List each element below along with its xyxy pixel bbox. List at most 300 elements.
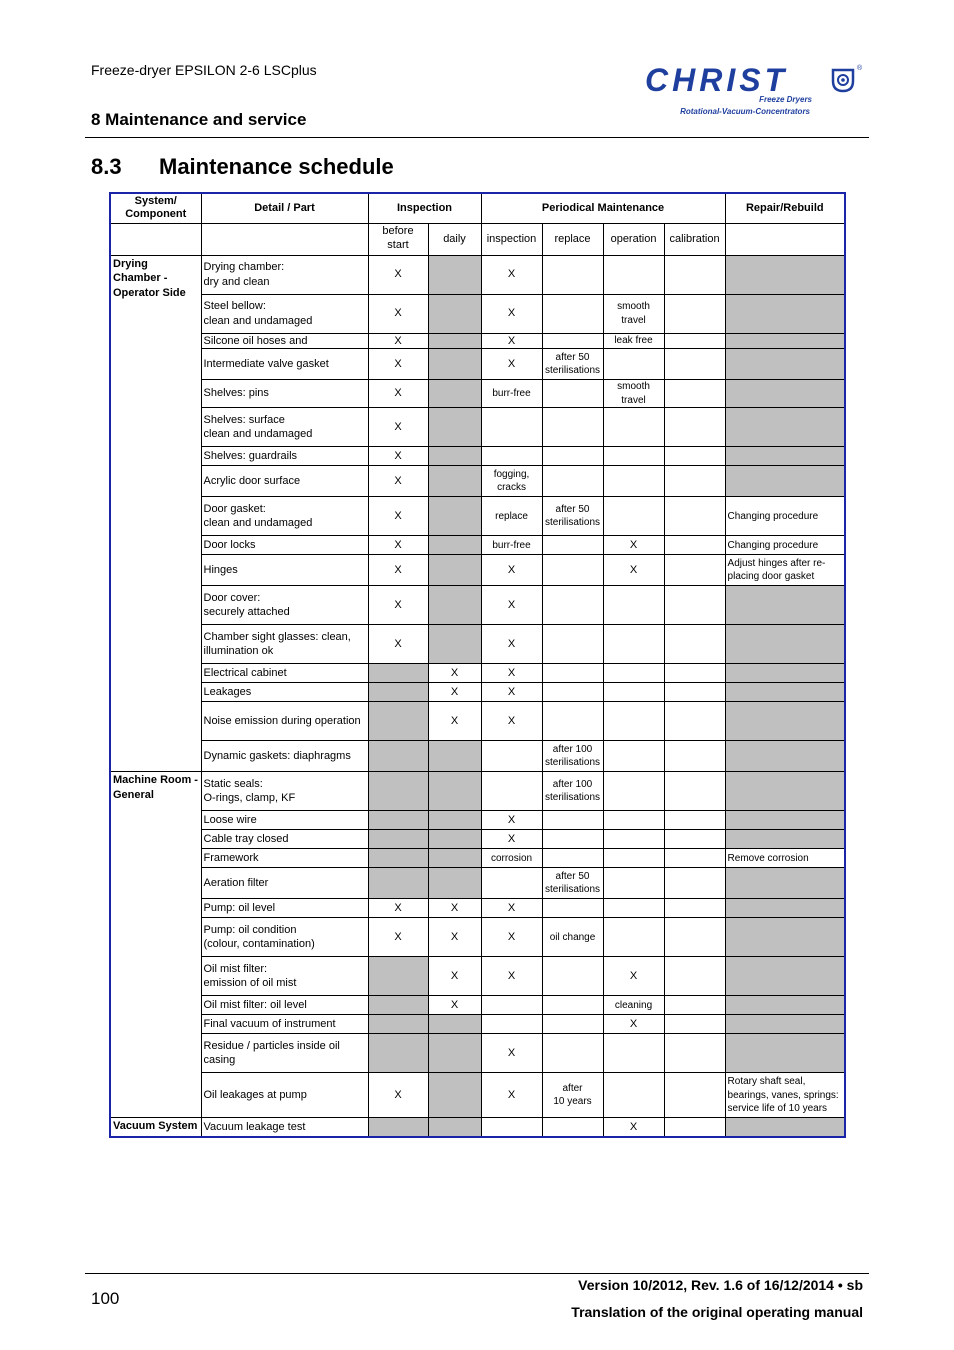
part-name xyxy=(201,294,368,333)
calibration-cell xyxy=(664,555,725,586)
calibration-cell xyxy=(664,1015,725,1034)
part-name-line: Electrical cabinet xyxy=(203,666,287,679)
part-name xyxy=(201,555,368,586)
operation-cell: X xyxy=(603,957,664,996)
before-start-cell: X xyxy=(368,899,428,918)
before-start-cell: X xyxy=(368,255,428,294)
daily-cell xyxy=(428,555,481,586)
daily-cell xyxy=(428,294,481,333)
replace-cell xyxy=(542,830,603,849)
before-start-cell xyxy=(368,1118,428,1137)
repair-cell xyxy=(725,702,845,741)
maintenance-schedule-table xyxy=(109,192,846,1138)
part-name xyxy=(201,408,368,447)
operation-cell xyxy=(603,683,664,702)
part-name xyxy=(201,772,368,811)
subheader-empty xyxy=(725,223,845,255)
repair-cell xyxy=(725,255,845,294)
replace-cell xyxy=(542,1015,603,1034)
replace-cell xyxy=(542,1073,603,1118)
operation-cell xyxy=(603,741,664,772)
table-row xyxy=(110,497,845,536)
repair-cell xyxy=(725,683,845,702)
inspection-cell: X xyxy=(481,1073,542,1118)
calibration-cell xyxy=(664,447,725,466)
calibration-cell xyxy=(664,380,725,408)
repair-cell xyxy=(725,536,845,555)
calibration-cell xyxy=(664,899,725,918)
inspection-cell: X xyxy=(481,586,542,625)
table-row xyxy=(110,447,845,466)
part-name xyxy=(201,868,368,899)
subheader-calibration: calibration xyxy=(664,223,725,255)
part-name xyxy=(201,1034,368,1073)
repair-cell-line: service life of 10 years xyxy=(727,1103,828,1115)
inspection-cell xyxy=(481,741,542,772)
daily-cell xyxy=(428,868,481,899)
before-start-cell: X xyxy=(368,1073,428,1118)
replace-cell-line: after 50 xyxy=(555,503,590,515)
section-title-text: Maintenance schedule xyxy=(159,154,394,179)
part-name-line: Drying chamber: xyxy=(203,260,285,273)
system-label: Vacuum System xyxy=(110,1118,201,1137)
repair-cell-line: bearings, vanes, springs: xyxy=(727,1089,839,1101)
operation-cell: cleaning xyxy=(603,996,664,1015)
daily-cell xyxy=(428,830,481,849)
before-start-cell: X xyxy=(368,466,428,497)
replace-cell xyxy=(542,664,603,683)
repair-cell-line: Changing procedure xyxy=(727,539,819,551)
part-name-line: Residue / particles inside oil xyxy=(203,1039,340,1052)
calibration-cell xyxy=(664,830,725,849)
operation-cell xyxy=(603,586,664,625)
replace-cell-line: after 50 xyxy=(555,870,590,882)
part-name-line: Intermediate valve gasket xyxy=(203,357,329,370)
inspection-cell-line: fogging, xyxy=(493,468,530,480)
repair-cell-line: Changing procedure xyxy=(727,510,819,522)
part-name-line: Static seals: xyxy=(203,777,263,790)
table-row xyxy=(110,586,845,625)
part-name xyxy=(201,466,368,497)
replace-cell-line: 10 years xyxy=(553,1096,592,1108)
calibration-cell xyxy=(664,849,725,868)
inspection-cell: X xyxy=(481,349,542,380)
repair-cell xyxy=(725,1073,845,1118)
part-name-line: Leakages xyxy=(203,685,252,698)
part-name-line: securely attached xyxy=(203,606,290,619)
repair-cell-line: Rotary shaft seal, xyxy=(727,1076,806,1088)
replace-cell xyxy=(542,683,603,702)
daily-cell xyxy=(428,586,481,625)
logo-wordmark: CHRIST xyxy=(645,62,789,98)
calibration-cell xyxy=(664,294,725,333)
replace-cell-line: sterilisations xyxy=(545,792,601,804)
table-subheader-row xyxy=(110,223,845,255)
part-name xyxy=(201,255,368,294)
daily-cell: X xyxy=(428,702,481,741)
calibration-cell xyxy=(664,772,725,811)
table-row xyxy=(110,957,845,996)
subheader-before-start: before start xyxy=(368,223,428,255)
operation-cell xyxy=(603,1034,664,1073)
calibration-cell xyxy=(664,811,725,830)
daily-cell xyxy=(428,1073,481,1118)
replace-cell xyxy=(542,741,603,772)
before-start-cell: X xyxy=(368,333,428,349)
daily-cell: X xyxy=(428,664,481,683)
part-name xyxy=(201,918,368,957)
before-start-cell: X xyxy=(368,380,428,408)
daily-cell xyxy=(428,349,481,380)
repair-cell xyxy=(725,849,845,868)
operation-cell xyxy=(603,868,664,899)
table-row xyxy=(110,1034,845,1073)
table-row xyxy=(110,333,845,349)
replace-cell xyxy=(542,899,603,918)
repair-cell xyxy=(725,868,845,899)
daily-cell: X xyxy=(428,996,481,1015)
calibration-cell xyxy=(664,625,725,664)
repair-cell xyxy=(725,625,845,664)
operation-cell xyxy=(603,497,664,536)
repair-cell xyxy=(725,555,845,586)
operation-cell: X xyxy=(603,536,664,555)
table-row xyxy=(110,741,845,772)
repair-cell xyxy=(725,1118,845,1137)
replace-cell xyxy=(542,255,603,294)
part-name xyxy=(201,536,368,555)
part-name-line: Noise emission during operation xyxy=(203,714,361,727)
replace-cell-line: sterilisations xyxy=(545,517,601,529)
logo-swirl-icon xyxy=(830,67,856,93)
daily-cell xyxy=(428,255,481,294)
daily-cell: X xyxy=(428,918,481,957)
replace-cell-line: after xyxy=(562,1082,583,1094)
calibration-cell xyxy=(664,1118,725,1137)
inspection-cell: X xyxy=(481,899,542,918)
daily-cell: X xyxy=(428,957,481,996)
replace-cell xyxy=(542,811,603,830)
before-start-cell xyxy=(368,811,428,830)
inspection-cell: burr-free xyxy=(481,536,542,555)
before-start-cell: X xyxy=(368,294,428,333)
part-name xyxy=(201,586,368,625)
inspection-cell: burr-free xyxy=(481,380,542,408)
part-name xyxy=(201,625,368,664)
before-start-cell xyxy=(368,957,428,996)
part-name-line: Pump: oil condition xyxy=(203,923,297,936)
repair-cell xyxy=(725,1015,845,1034)
system-label: Drying Chamber - Operator Side xyxy=(110,255,201,772)
repair-cell xyxy=(725,1034,845,1073)
part-name xyxy=(201,996,368,1015)
daily-cell xyxy=(428,380,481,408)
replace-cell xyxy=(542,294,603,333)
daily-cell: X xyxy=(428,683,481,702)
repair-cell xyxy=(725,957,845,996)
inspection-cell: corrosion xyxy=(481,849,542,868)
replace-cell xyxy=(542,918,603,957)
operation-cell: X xyxy=(603,1118,664,1137)
operation-cell xyxy=(603,625,664,664)
repair-cell xyxy=(725,466,845,497)
before-start-cell xyxy=(368,1034,428,1073)
calibration-cell xyxy=(664,683,725,702)
header-divider xyxy=(85,137,869,138)
part-name-line: Chamber sight glasses: clean, xyxy=(203,630,351,643)
table-header-row xyxy=(110,193,845,223)
replace-cell xyxy=(542,1034,603,1073)
table-row xyxy=(110,466,845,497)
header-periodical: Periodical Maintenance xyxy=(481,193,725,223)
table-row xyxy=(110,664,845,683)
part-name xyxy=(201,497,368,536)
calibration-cell xyxy=(664,957,725,996)
repair-cell xyxy=(725,447,845,466)
table-row xyxy=(110,918,845,957)
table-row xyxy=(110,996,845,1015)
part-name-line: casing xyxy=(203,1054,236,1067)
part-name-line: Framework xyxy=(203,851,259,864)
operation-cell: smooth travel xyxy=(603,380,664,408)
part-name-line: O-rings, clamp, KF xyxy=(203,792,296,805)
table-row xyxy=(110,349,845,380)
replace-cell xyxy=(542,447,603,466)
before-start-cell xyxy=(368,868,428,899)
operation-cell xyxy=(603,447,664,466)
part-name-line: Hinges xyxy=(203,563,238,576)
repair-cell-line: Remove corrosion xyxy=(727,852,809,864)
repair-cell-line: placing door gasket xyxy=(727,571,815,583)
table-row xyxy=(110,255,845,294)
daily-cell xyxy=(428,497,481,536)
table-row xyxy=(110,1118,845,1137)
inspection-cell: X xyxy=(481,664,542,683)
subheader-inspection: inspection xyxy=(481,223,542,255)
part-name xyxy=(201,1015,368,1034)
part-name-line: Door locks xyxy=(203,538,256,551)
replace-cell-line: sterilisations xyxy=(545,884,601,896)
inspection-cell: X xyxy=(481,333,542,349)
table-row xyxy=(110,1073,845,1118)
inspection-cell xyxy=(481,447,542,466)
calibration-cell xyxy=(664,333,725,349)
inspection-cell xyxy=(481,1118,542,1137)
before-start-cell xyxy=(368,741,428,772)
operation-cell xyxy=(603,918,664,957)
subheader-replace: replace xyxy=(542,223,603,255)
repair-cell xyxy=(725,996,845,1015)
table-row xyxy=(110,849,845,868)
daily-cell xyxy=(428,1034,481,1073)
replace-cell-line: after 50 xyxy=(555,351,590,363)
table-row xyxy=(110,536,845,555)
inspection-cell: X xyxy=(481,830,542,849)
part-name xyxy=(201,811,368,830)
replace-cell xyxy=(542,466,603,497)
table-row xyxy=(110,683,845,702)
repair-cell xyxy=(725,586,845,625)
before-start-cell: X xyxy=(368,625,428,664)
logo-tagline-rvc: Rotational-Vacuum-Concentrators xyxy=(680,107,810,116)
inspection-cell: X xyxy=(481,1034,542,1073)
calibration-cell xyxy=(664,497,725,536)
repair-cell xyxy=(725,918,845,957)
part-name-line: Shelves: guardrails xyxy=(203,449,298,462)
operation-cell xyxy=(603,1073,664,1118)
repair-cell xyxy=(725,408,845,447)
daily-cell: X xyxy=(428,899,481,918)
part-name xyxy=(201,1118,368,1137)
repair-cell xyxy=(725,380,845,408)
part-name-line: Aeration filter xyxy=(203,876,269,889)
daily-cell xyxy=(428,447,481,466)
part-name-line: illumination ok xyxy=(203,645,274,658)
footer-translation-note: Translation of the original operating manual xyxy=(571,1304,863,1320)
daily-cell xyxy=(428,741,481,772)
before-start-cell xyxy=(368,996,428,1015)
before-start-cell: X xyxy=(368,447,428,466)
header-inspection: Inspection xyxy=(368,193,481,223)
replace-cell xyxy=(542,497,603,536)
inspection-cell xyxy=(481,408,542,447)
before-start-cell: X xyxy=(368,349,428,380)
table-row xyxy=(110,830,845,849)
inspection-cell xyxy=(481,466,542,497)
part-name-line: Acrylic door surface xyxy=(203,474,301,487)
inspection-cell: X xyxy=(481,255,542,294)
table-row xyxy=(110,408,845,447)
before-start-cell: X xyxy=(368,497,428,536)
before-start-cell xyxy=(368,702,428,741)
footer-version: Version 10/2012, Rev. 1.6 of 16/12/2014 • sb xyxy=(578,1277,863,1293)
page-number: 100 xyxy=(91,1289,120,1308)
replace-cell xyxy=(542,849,603,868)
operation-cell: smooth travel xyxy=(603,294,664,333)
replace-cell-line: sterilisations xyxy=(545,757,601,769)
daily-cell xyxy=(428,536,481,555)
part-name xyxy=(201,957,368,996)
daily-cell xyxy=(428,811,481,830)
part-name xyxy=(201,849,368,868)
part-name-line: Steel bellow: xyxy=(203,299,266,312)
part-name-line: Pump: oil level xyxy=(203,901,276,914)
part-name-line: Oil mist filter: oil level xyxy=(203,998,307,1011)
repair-cell xyxy=(725,899,845,918)
part-name xyxy=(201,1073,368,1118)
replace-cell xyxy=(542,868,603,899)
inspection-cell: X xyxy=(481,918,542,957)
before-start-cell xyxy=(368,772,428,811)
part-name xyxy=(201,447,368,466)
calibration-cell xyxy=(664,996,725,1015)
calibration-cell xyxy=(664,1073,725,1118)
before-start-cell xyxy=(368,830,428,849)
operation-cell: leak free xyxy=(603,333,664,349)
table-row xyxy=(110,702,845,741)
operation-cell xyxy=(603,255,664,294)
table-row xyxy=(110,625,845,664)
calibration-cell xyxy=(664,918,725,957)
table-row xyxy=(110,899,845,918)
part-name-line: dry and clean xyxy=(203,275,270,288)
part-name-line: Cable tray closed xyxy=(203,832,289,845)
before-start-cell: X xyxy=(368,536,428,555)
replace-cell xyxy=(542,333,603,349)
inspection-cell: X xyxy=(481,811,542,830)
part-name xyxy=(201,741,368,772)
inspection-cell: X xyxy=(481,702,542,741)
inspection-cell xyxy=(481,868,542,899)
part-name xyxy=(201,683,368,702)
part-name-line: Door gasket: xyxy=(203,502,266,515)
daily-cell xyxy=(428,772,481,811)
inspection-cell: X xyxy=(481,957,542,996)
inspection-cell: X xyxy=(481,555,542,586)
replace-cell xyxy=(542,772,603,811)
repair-cell xyxy=(725,664,845,683)
before-start-cell xyxy=(368,849,428,868)
daily-cell xyxy=(428,1015,481,1034)
replace-cell xyxy=(542,349,603,380)
before-start-cell xyxy=(368,664,428,683)
operation-cell xyxy=(603,466,664,497)
table-row xyxy=(110,294,845,333)
operation-cell: X xyxy=(603,555,664,586)
part-name-line: clean and undamaged xyxy=(203,517,313,530)
subheader-daily: daily xyxy=(428,223,481,255)
part-name-line: Loose wire xyxy=(203,813,257,826)
inspection-cell-line: cracks xyxy=(497,482,526,494)
replace-cell xyxy=(542,702,603,741)
replace-cell xyxy=(542,996,603,1015)
section-title xyxy=(91,154,394,180)
part-name-line: Oil leakages at pump xyxy=(203,1088,307,1101)
replace-cell-line: oil change xyxy=(549,931,596,943)
before-start-cell: X xyxy=(368,586,428,625)
part-name-line: Door cover: xyxy=(203,591,261,604)
system-label: Machine Room - General xyxy=(110,772,201,1118)
document-product-name: Freeze-dryer EPSILON 2-6 LSCplus xyxy=(91,62,317,78)
replace-cell xyxy=(542,555,603,586)
logo-tagline-freeze-dryers: Freeze Dryers xyxy=(759,95,812,104)
calibration-cell xyxy=(664,255,725,294)
repair-cell xyxy=(725,830,845,849)
subheader-operation: operation xyxy=(603,223,664,255)
operation-cell xyxy=(603,772,664,811)
christ-logo xyxy=(640,62,865,122)
daily-cell xyxy=(428,408,481,447)
inspection-cell: replace xyxy=(481,497,542,536)
header-system: System/ Component xyxy=(110,193,201,223)
daily-cell xyxy=(428,625,481,664)
part-name-line: Shelves: surface xyxy=(203,413,285,426)
operation-cell: X xyxy=(603,1015,664,1034)
operation-cell xyxy=(603,408,664,447)
part-name xyxy=(201,380,368,408)
subheader-empty xyxy=(110,223,201,255)
inspection-cell xyxy=(481,772,542,811)
calibration-cell xyxy=(664,349,725,380)
replace-cell-line: after 100 xyxy=(552,743,593,755)
repair-cell xyxy=(725,741,845,772)
table-row xyxy=(110,811,845,830)
part-name-line: clean and undamaged xyxy=(203,428,313,441)
part-name-line: Shelves: pins xyxy=(203,387,269,400)
inspection-cell: X xyxy=(481,625,542,664)
replace-cell xyxy=(542,586,603,625)
repair-cell xyxy=(725,333,845,349)
